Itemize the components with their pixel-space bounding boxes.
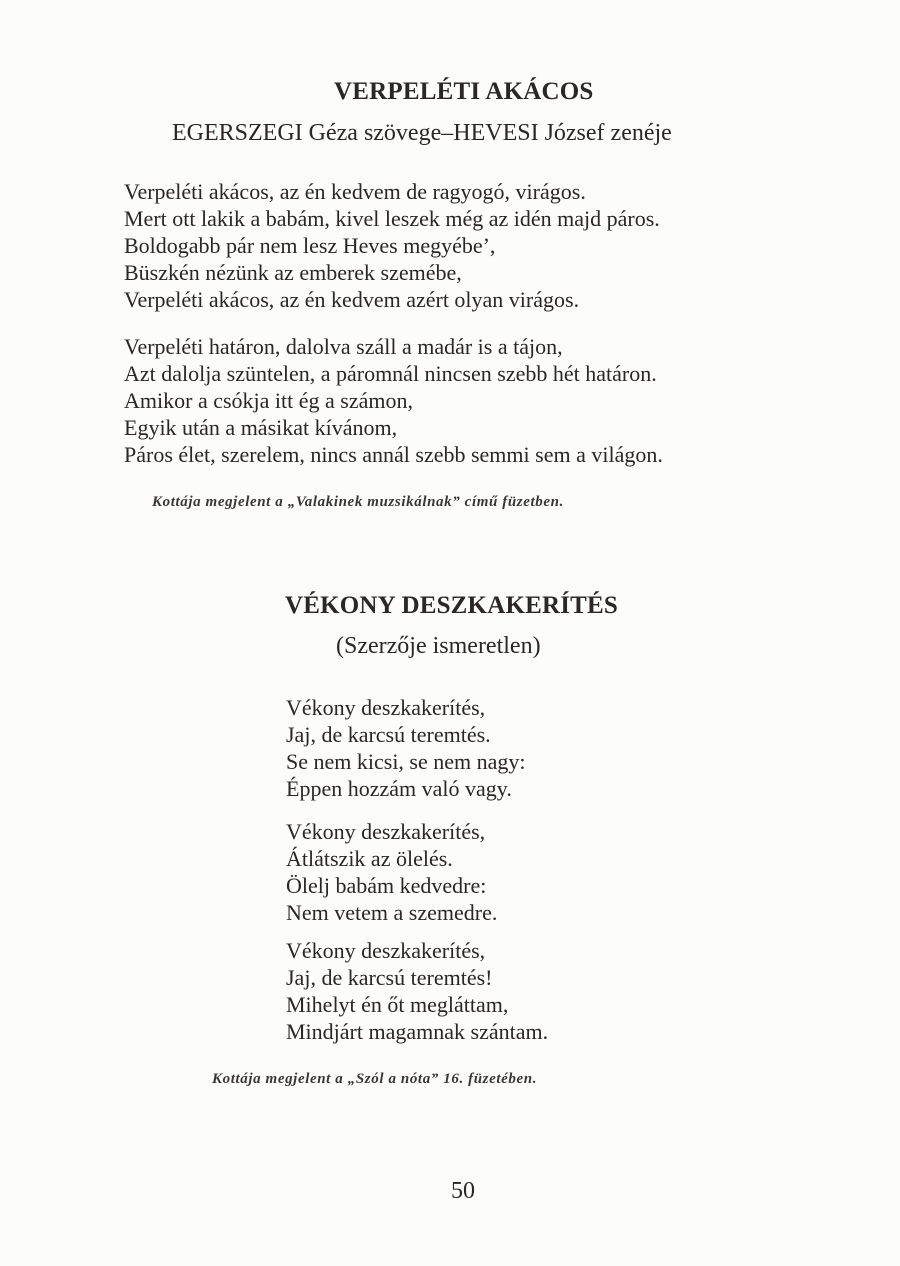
lyric-line: Átlátszik az ölelés. — [286, 846, 453, 871]
song-title: VÉKONY DESZKAKERÍTÉS — [285, 592, 619, 619]
lyric-line: Egyik után a másikat kívánom, — [124, 415, 398, 440]
lyric-line: Éppen hozzám való vagy. — [286, 776, 512, 801]
stanza — [286, 937, 548, 1045]
lyric-line: Páros élet, szerelem, nincs annál szebb semmi sem a világon. — [124, 442, 663, 467]
lyric-line: Vékony deszkakerítés, — [286, 938, 486, 963]
song-credit: (Szerzője ismeretlen) — [336, 633, 541, 659]
lyric-line: Jaj, de karcsú teremtés. — [286, 722, 491, 747]
song-credit: EGERSZEGI Géza szövege–HEVESI József zenéje — [172, 120, 672, 146]
lyric-line: Büszkén nézünk az emberek szemébe, — [124, 260, 462, 285]
lyric-line: Mindjárt magamnak szántam. — [286, 1019, 549, 1044]
lyric-line: Amikor a csókja itt ég a számon, — [124, 388, 413, 413]
lyric-line: Verpeléti akácos, az én kedvem de ragyogó, virágos. — [124, 179, 586, 204]
lyric-line: Nem vetem a szemedre. — [286, 900, 498, 925]
lyric-line: Se nem kicsi, se nem nagy: — [286, 749, 526, 774]
lyric-line: Vékony deszkakerítés, — [286, 695, 486, 720]
stanza — [286, 694, 526, 802]
lyric-line: Boldogabb pár nem lesz Heves megyébe’, — [124, 233, 496, 258]
lyric-line: Verpeléti határon, dalolva száll a madár is a tájon, — [124, 334, 563, 359]
song-title: VERPELÉTI AKÁCOS — [334, 78, 594, 105]
lyric-line: Ölelj babám kedvedre: — [286, 873, 487, 898]
stanza — [124, 178, 660, 313]
lyric-line: Mert ott lakik a babám, kivel leszek még az idén majd páros. — [124, 206, 660, 231]
lyric-line: Mihelyt én őt megláttam, — [286, 992, 509, 1017]
lyric-line: Verpeléti akácos, az én kedvem azért olyan virágos. — [124, 287, 580, 312]
sheet-music-note: Kottája megjelent a „Valakinek muzsikálnak” című füzetben. — [152, 494, 564, 510]
sheet-music-note: Kottája megjelent a „Szól a nóta” 16. füzetében. — [212, 1071, 538, 1087]
lyric-line: Jaj, de karcsú teremtés! — [286, 965, 493, 990]
stanza — [124, 333, 663, 468]
lyric-line: Azt dalolja szüntelen, a páromnál nincsen szebb hét határon. — [124, 361, 657, 386]
stanza — [286, 818, 497, 926]
lyric-line: Vékony deszkakerítés, — [286, 819, 486, 844]
page-number: 50 — [451, 1178, 475, 1204]
